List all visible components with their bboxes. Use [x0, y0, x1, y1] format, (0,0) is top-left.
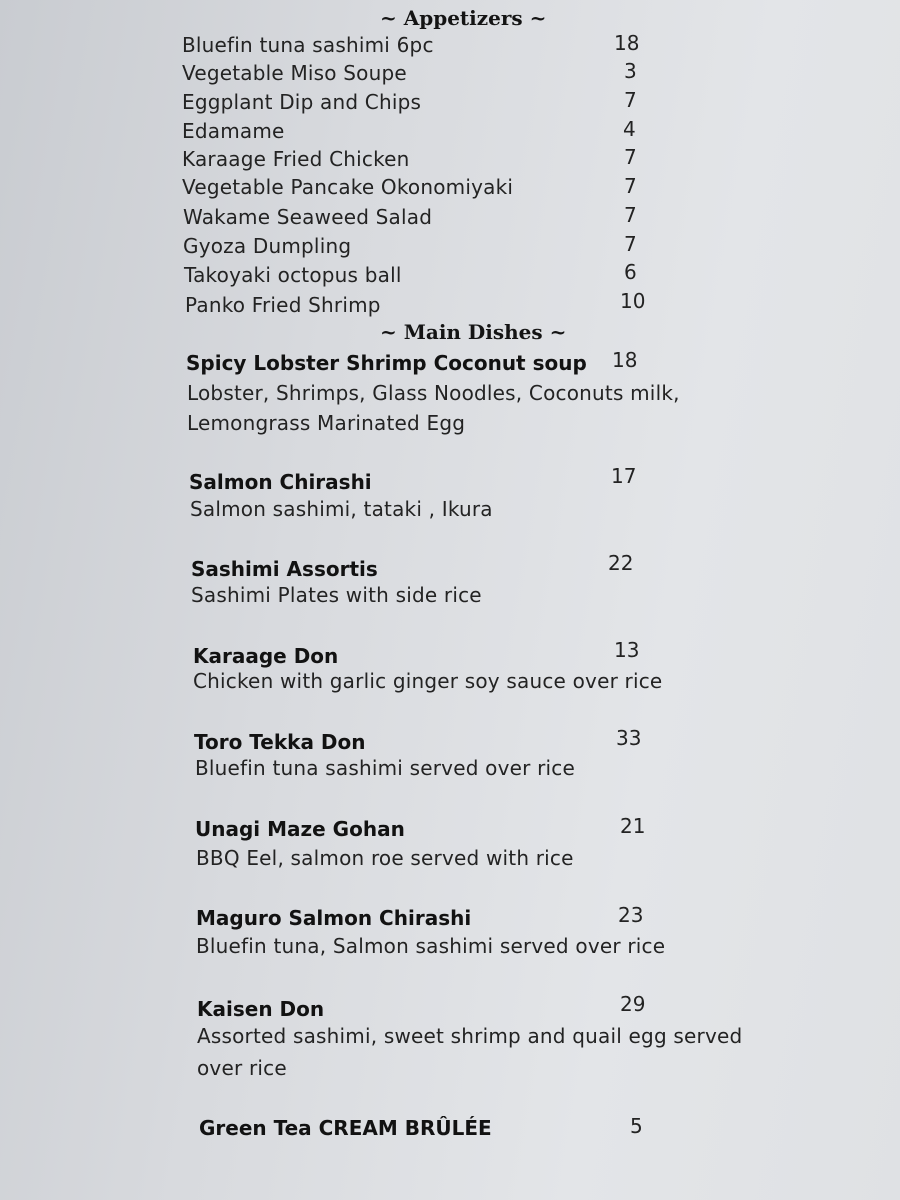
- appetizer-price: 3: [624, 59, 637, 83]
- appetizer-name: Panko Fried Shrimp: [185, 293, 381, 317]
- appetizer-name: Vegetable Miso Soupe: [182, 61, 407, 85]
- main-dish-name: Toro Tekka Don: [194, 730, 366, 754]
- main-dish-price: 33: [616, 726, 642, 750]
- appetizer-name: Wakame Seaweed Salad: [183, 205, 433, 229]
- main-dish-description: Assorted sashimi, sweet shrimp and quail egg served: [197, 1024, 743, 1048]
- main-dish-name: Green Tea CREAM BRÛLÉE: [199, 1116, 492, 1140]
- main-dishes-heading: ~ Main Dishes ~: [380, 320, 567, 344]
- appetizer-name: Eggplant Dip and Chips: [182, 90, 422, 114]
- main-dish-name: Unagi Maze Gohan: [195, 817, 405, 841]
- main-dish-price: 23: [618, 903, 644, 927]
- main-dish-name: Karaage Don: [193, 644, 339, 668]
- appetizer-price: 7: [624, 232, 637, 256]
- main-dish-name: Spicy Lobster Shrimp Coconut soup: [186, 351, 587, 375]
- appetizer-name: Edamame: [182, 119, 285, 143]
- main-dish-description: Salmon sashimi, tataki , Ikura: [190, 497, 493, 521]
- main-dish-price: 18: [612, 348, 638, 372]
- appetizers-heading: ~ Appetizers ~: [380, 6, 547, 30]
- appetizer-name: Karaage Fried Chicken: [182, 147, 410, 171]
- main-dish-price: 13: [614, 638, 640, 662]
- appetizer-price: 4: [623, 117, 636, 141]
- main-dish-description: Bluefin tuna, Salmon sashimi served over rice: [196, 934, 666, 958]
- appetizer-price: 10: [620, 289, 646, 313]
- main-dish-description: Bluefin tuna sashimi served over rice: [195, 756, 575, 780]
- main-dish-description: Sashimi Plates with side rice: [191, 583, 482, 607]
- main-dish-price: 29: [620, 992, 646, 1016]
- appetizer-price: 18: [614, 31, 640, 55]
- appetizer-price: 7: [624, 174, 637, 198]
- main-dish-name: Sashimi Assortis: [191, 557, 378, 581]
- main-dish-description: Chicken with garlic ginger soy sauce over rice: [193, 669, 663, 693]
- main-dish-name: Salmon Chirashi: [189, 470, 372, 494]
- appetizer-name: Gyoza Dumpling: [183, 234, 352, 258]
- appetizer-name: Vegetable Pancake Okonomiyaki: [182, 175, 514, 199]
- appetizer-name: Takoyaki octopus ball: [184, 263, 402, 287]
- appetizer-name: Bluefin tuna sashimi 6pc: [182, 33, 434, 57]
- main-dish-description: BBQ Eel, salmon roe served with rice: [196, 846, 574, 870]
- main-dish-description: Lemongrass Marinated Egg: [187, 411, 466, 435]
- main-dish-description: Lobster, Shrimps, Glass Noodles, Coconuts milk,: [187, 381, 680, 405]
- appetizer-price: 7: [624, 145, 637, 169]
- main-dish-price: 5: [630, 1114, 643, 1138]
- main-dish-name: Kaisen Don: [197, 997, 325, 1021]
- main-dish-price: 22: [608, 551, 634, 575]
- main-dish-price: 21: [620, 814, 646, 838]
- main-dish-description: over rice: [197, 1056, 287, 1080]
- main-dish-price: 17: [611, 464, 637, 488]
- appetizer-price: 6: [624, 260, 637, 284]
- appetizer-price: 7: [624, 88, 637, 112]
- appetizer-price: 7: [624, 203, 637, 227]
- main-dish-name: Maguro Salmon Chirashi: [196, 906, 472, 930]
